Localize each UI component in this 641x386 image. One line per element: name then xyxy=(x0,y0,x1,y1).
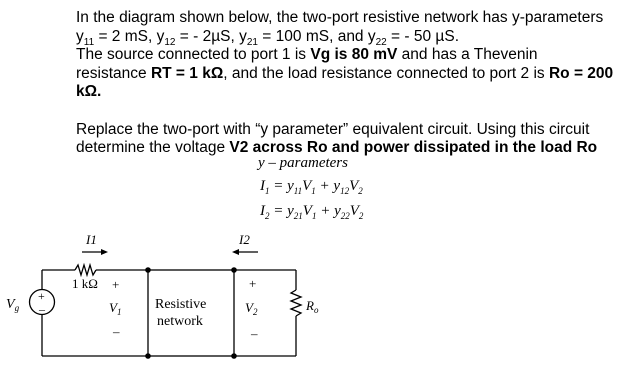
equation-1: $I_1 = y_{11}V_1 + y_{12}V_2$ xyxy=(260,178,363,196)
problem-line-7: determine the voltage V2 across Ro and power dissipated in the load Ro xyxy=(76,139,598,156)
terminal-dot xyxy=(231,353,237,359)
source-minus: – xyxy=(39,302,45,316)
port2-minus: – xyxy=(251,326,258,341)
equation-2: $I_2 = y_{21}V_1 + y_{22}V_2$ xyxy=(260,203,364,221)
source-plus: + xyxy=(38,289,45,303)
load-resistor xyxy=(291,290,301,316)
i1-label: I1 xyxy=(86,232,97,247)
equations-title: y – parameters xyxy=(258,155,348,171)
i2-arrow-head xyxy=(232,249,239,255)
problem-line-2: $y_{11} = 2$ mS, $y_{12}$ = - 2µS, $y_{21} = 100$ mS, and $y_{22}$ = - 50 µS. xyxy=(76,28,460,49)
vg-label: $V_g$ xyxy=(6,297,20,313)
port2-plus: + xyxy=(249,276,257,291)
ro-label: $R_o$ xyxy=(306,298,319,315)
thevenin-resistor xyxy=(75,265,96,275)
resistor-label: 1 kΩ xyxy=(72,276,98,291)
i2-label: I2 xyxy=(239,232,250,247)
network-label-1: Resistive xyxy=(155,297,207,312)
terminal-dot xyxy=(145,267,151,273)
v1-label: $V_1$ xyxy=(109,300,122,317)
i1-arrow-head xyxy=(101,249,108,255)
problem-line-3: The source connected to port 1 is Vg is 80 mV and has a Thevenin xyxy=(76,46,538,63)
port1-plus: + xyxy=(112,277,120,292)
problem-line-4: resistance RT = 1 kΩ, and the load resistance connected to port 2 is Ro = 200 xyxy=(76,65,614,82)
network-label-2: network xyxy=(157,314,203,329)
v2-label: $V_2$ xyxy=(245,300,258,317)
port1-minus: – xyxy=(113,324,120,339)
problem-line-6: Replace the two-port with “y parameter” equivalent circuit. Using this circuit xyxy=(76,121,590,138)
network-box xyxy=(148,270,234,356)
terminal-dot xyxy=(231,267,237,273)
problem-line-1: In the diagram shown below, the two-port resistive network has y-parameters xyxy=(76,9,604,26)
problem-line-5: kΩ. xyxy=(76,83,102,100)
terminal-dot xyxy=(145,353,151,359)
